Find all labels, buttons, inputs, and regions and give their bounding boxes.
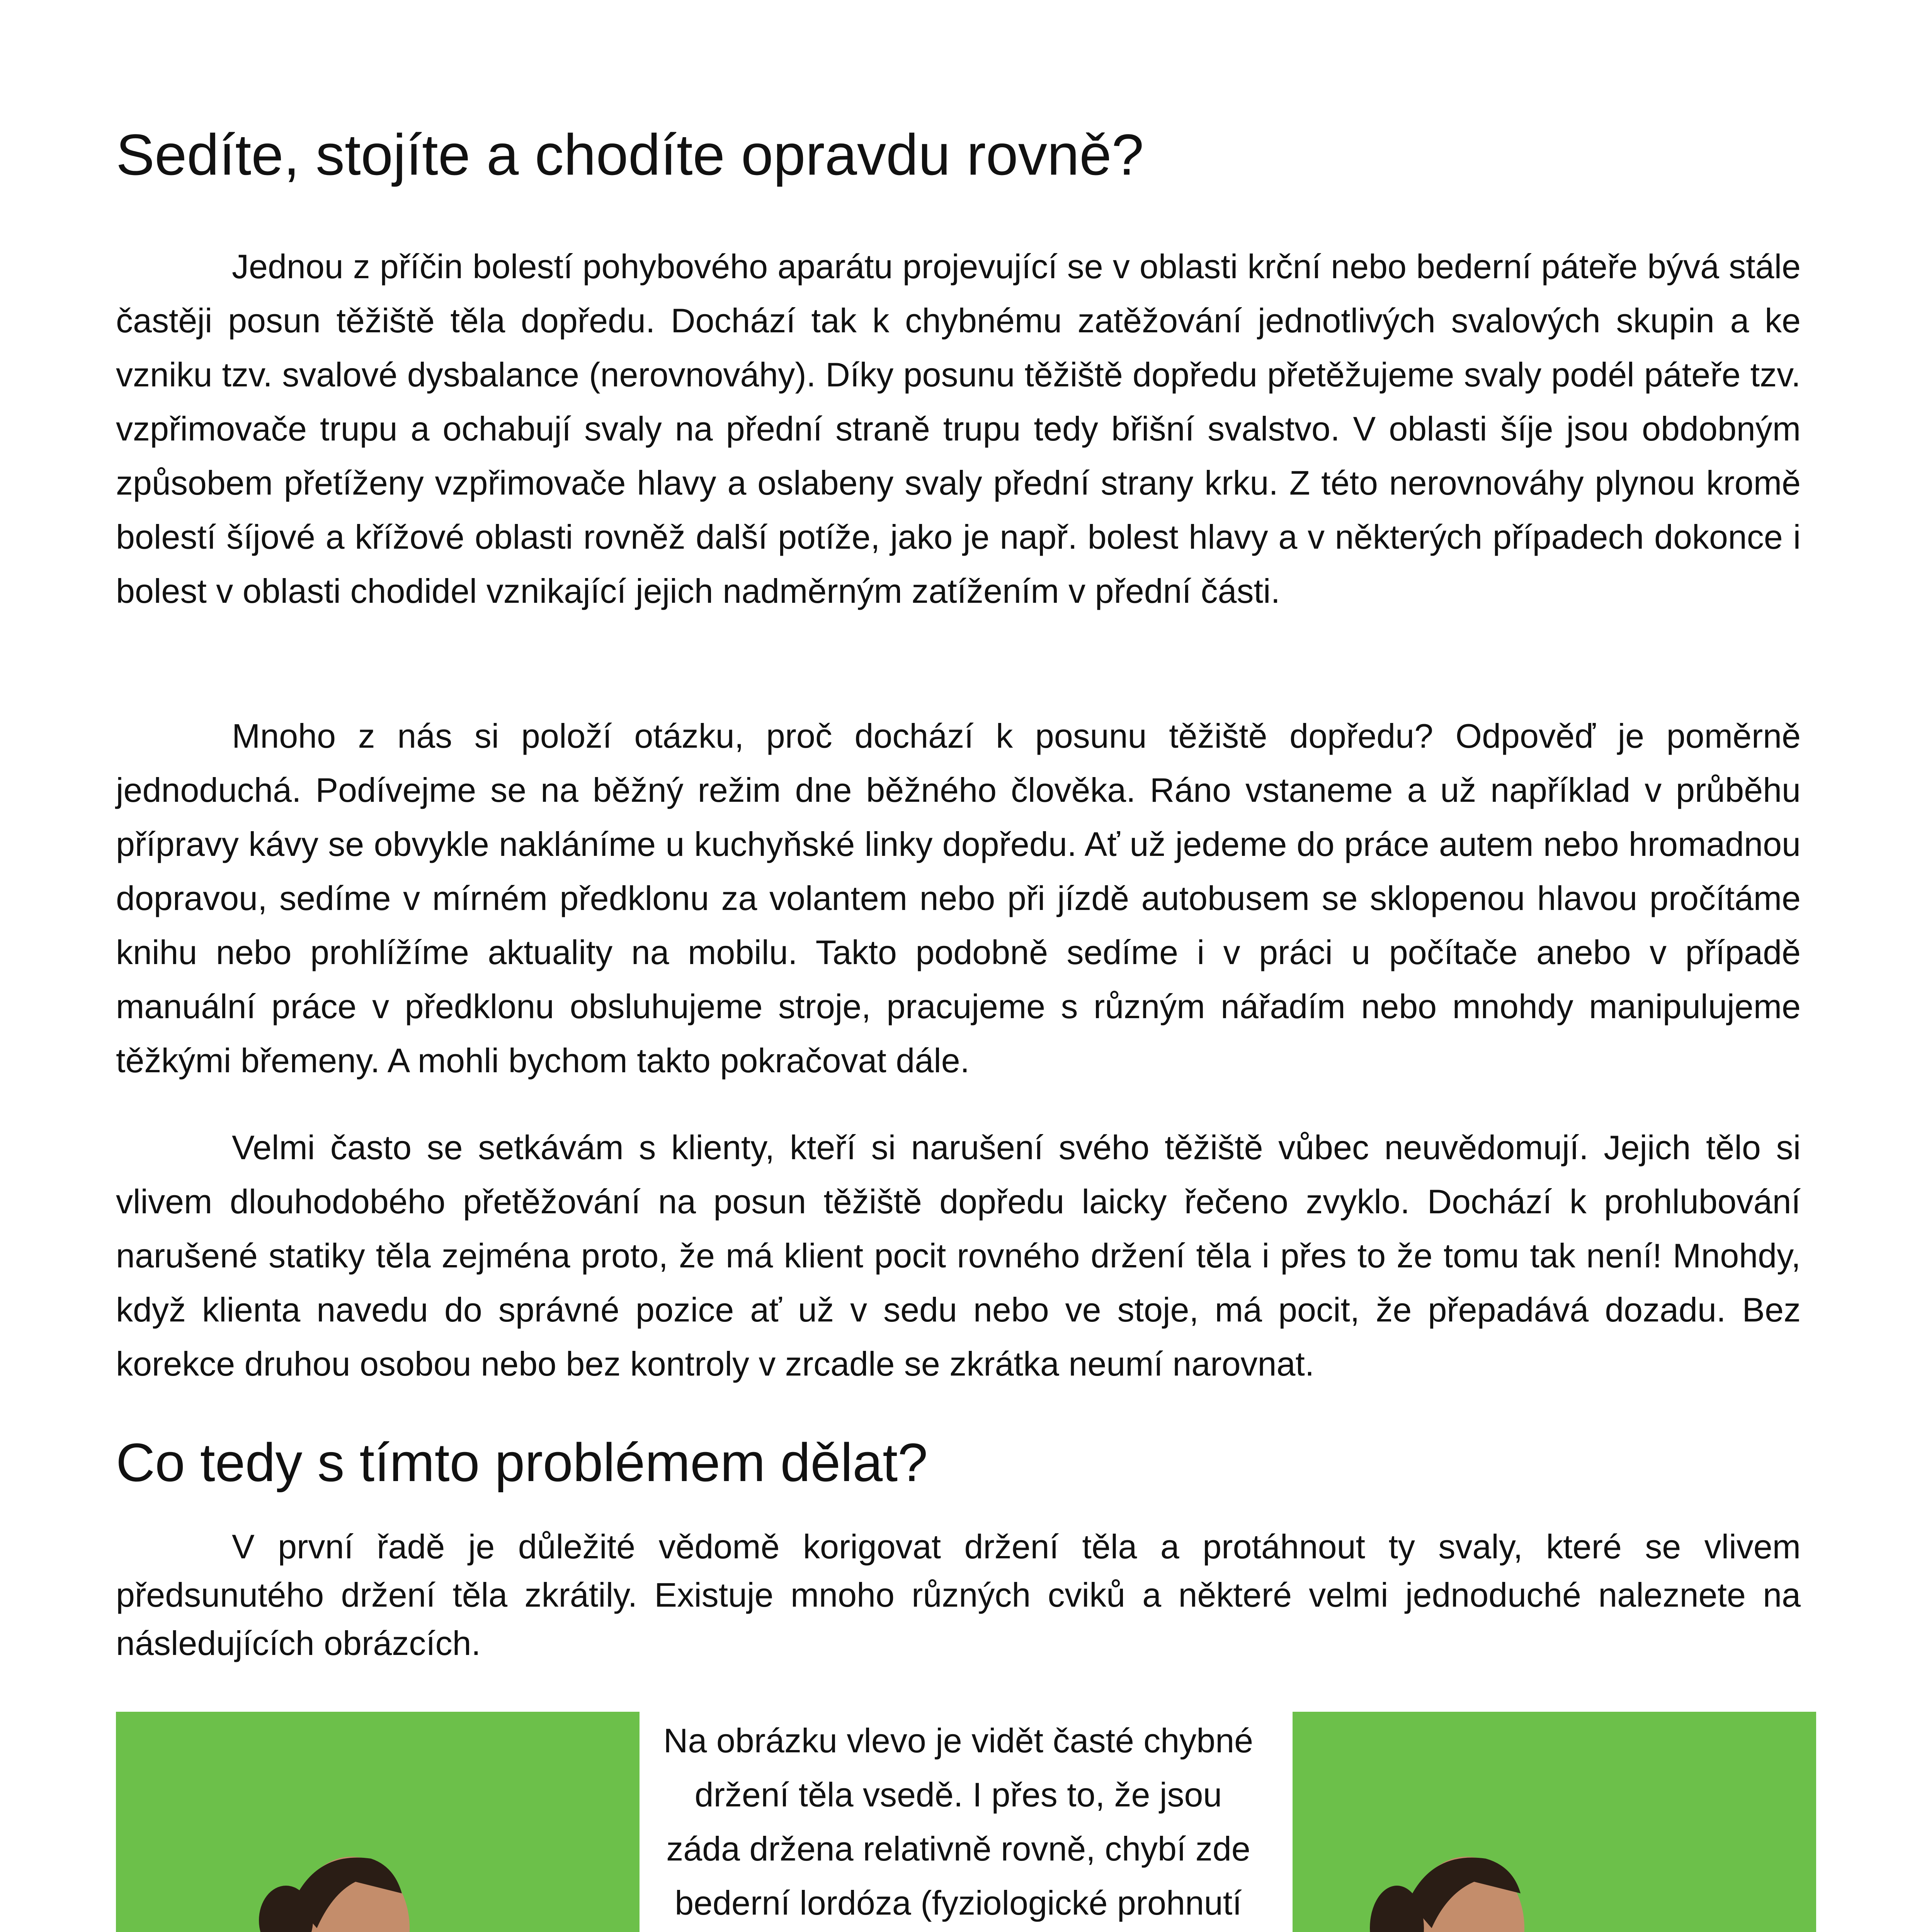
seated-man-illustration-right: [1293, 1712, 1816, 1932]
photo-correct-posture: [1293, 1712, 1816, 1932]
paragraph-solution: V první řadě je důležité vědomě korigovat držení těla a protáhnout ty svaly, které se vlivem předsunutého držení těla zkrátily. Existuje mnoho různých cviků a některé velmi jednoduché naleznete na následujících obrázcích.: [116, 1527, 1801, 1662]
paragraph-question: Mnoho z nás si položí otázku, proč dochází k posunu těžiště dopředu? Odpověď je poměrně jednoduchá. Podívejme se na běžný režim dne běžného člověka. Ráno vstaneme a už například v průběhu přípravy kávy se obvykle nakláníme u kuchyňské linky dopředu. Ať už jedeme do práce autem nebo hromadnou dopravou, sedíme v mírném předklonu za volantem nebo při jízdě autobusem se sklopenou hlavou pročítáme knihu nebo prohlížíme aktuality na mobilu. Takto podobně sedíme i v práci u počítače anebo v případě manuální práce v předklonu obsluhujeme stroje, pracujeme s různým nářadím nebo mnohdy manipulujeme těžkými břemeny. A mohli bychom takto pokračovat dále.: [116, 717, 1801, 1080]
section-heading: Co tedy s tímto problémem dělat?: [116, 1432, 928, 1493]
paragraph-clients: Velmi často se setkávám s klienty, kteří si narušení svého těžiště vůbec neuvědomují. Jejich tělo si vlivem dlouhodobého přetěžování na posun těžiště dopředu laicky řečeno zvyklo. Dochází k prohlubování narušené statiky těla zejména proto, že má klient pocit rovného držení těla i přes to že tomu tak není! Mnohdy, když klienta navedu do správné pozice ať už v sedu nebo ve stoje, má pocit, že přepadává dozadu. Bez korekce druhou osobou nebo bez kontroly v zrcadle se zkrátka neumí narovnat.: [116, 1128, 1801, 1383]
paragraph-intro: Jednou z příčin bolestí pohybového aparátu projevující se v oblasti krční nebo bederní páteře bývá stále častěji posun těžiště těla dopředu. Dochází tak k chybnému zatěžování jednotlivých svalových skupin a ke vzniku tzv. svalové dysbalance (nerovnováhy). Díky posunu těžiště dopředu přetěžujeme svaly podél páteře tzv. vzpřimovače trupu a ochabují svaly na přední straně trupu tedy břišní svalstvo. V oblasti šíje jsou obdobným způsobem přetíženy vzpřimovače hlavy a oslabeny svaly přední strany krku. Z této nerovnováhy plynou kromě bolestí šíjové a křížové oblasti rovněž další potíže, jako je např. bolest hlavy a v některých případech dokonce i bolest v oblasti chodidel vznikající jejich nadměrným zatížením v přední části.: [116, 247, 1801, 610]
seated-man-illustration-left: [116, 1712, 640, 1932]
caption-incorrect-posture: Na obrázku vlevo je vidět časté chybné držení těla vsedě. I přes to, že jsou záda držena relativně rovně, chybí zde bederní lordóza (fyziologické prohnutí: [663, 1721, 1254, 1922]
photo-incorrect-posture: [116, 1712, 640, 1932]
page-title: Sedíte, stojíte a chodíte opravdu rovně?: [116, 122, 1144, 187]
